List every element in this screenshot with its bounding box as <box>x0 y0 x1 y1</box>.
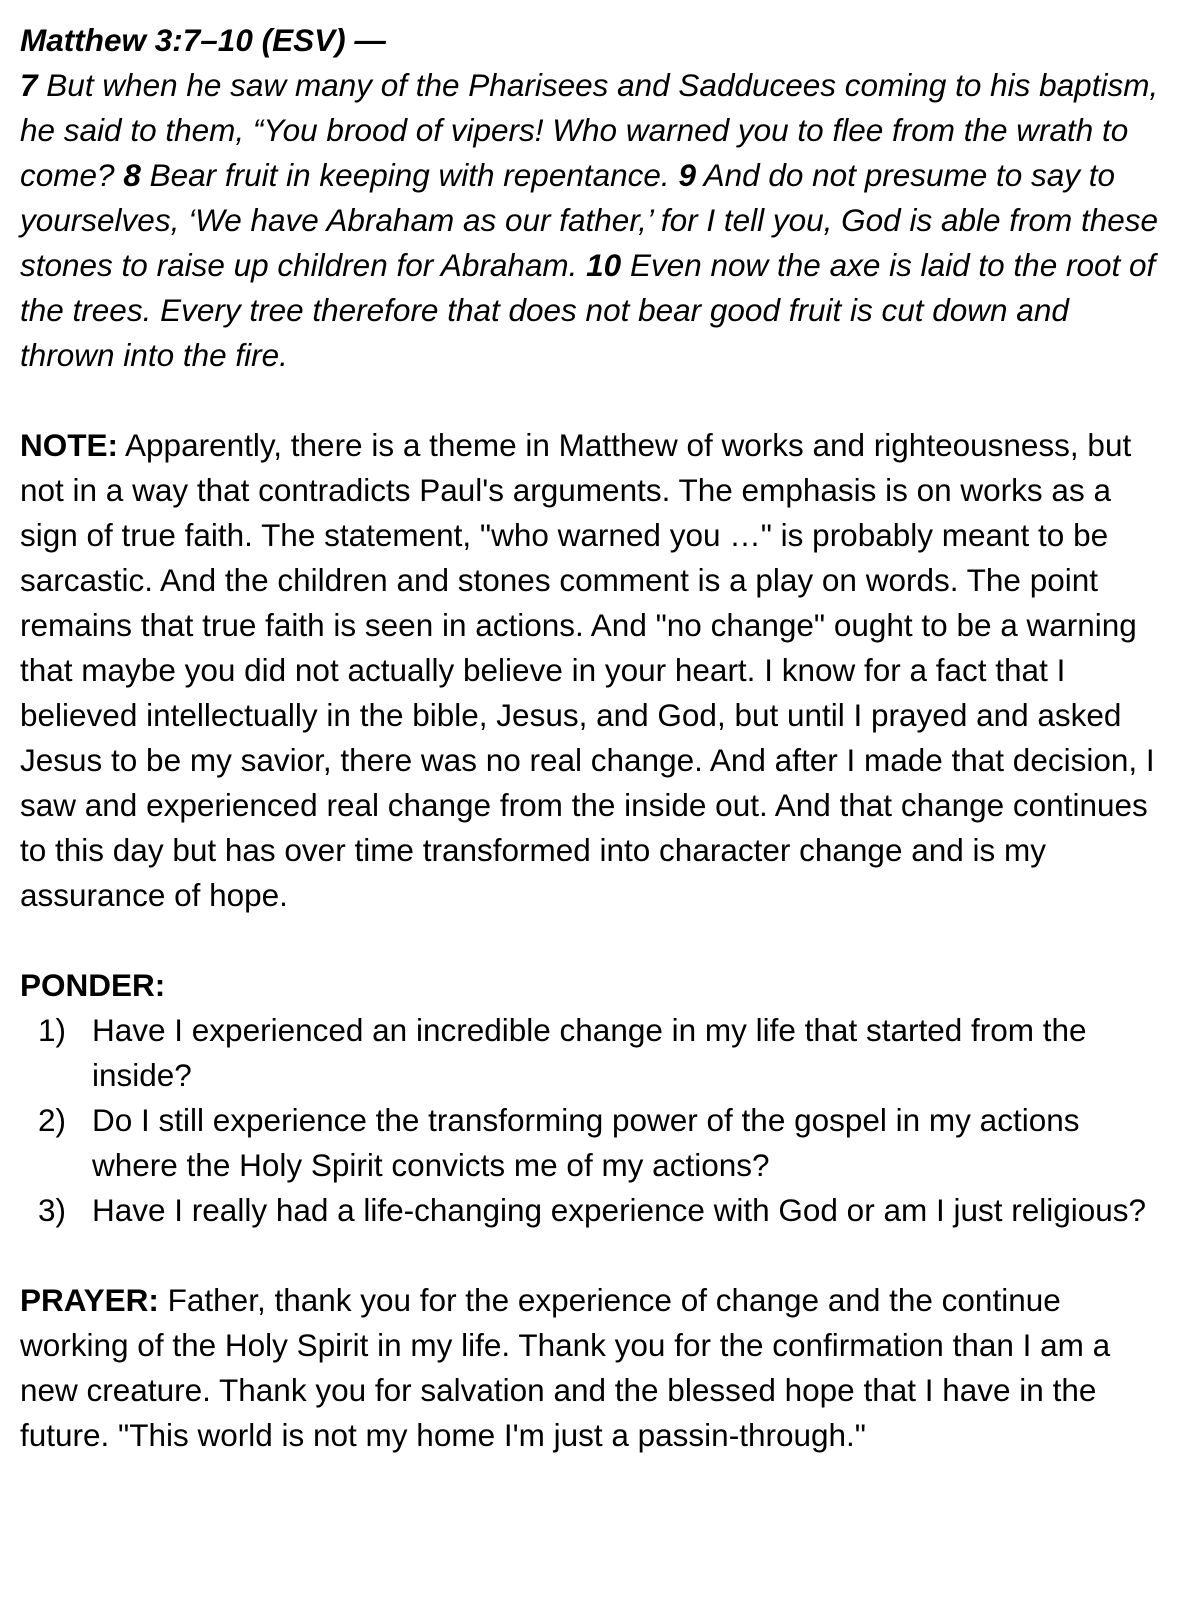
verse-text: Bear fruit in keeping with repentance. <box>149 157 670 193</box>
list-item <box>20 1098 1170 1188</box>
question-number: 3) <box>38 1192 67 1228</box>
question-number: 1) <box>38 1012 67 1048</box>
list-item <box>20 1188 1170 1233</box>
note-label: NOTE: <box>20 427 118 463</box>
scripture-text <box>20 63 1170 378</box>
verse-number: 10 <box>586 247 622 283</box>
prayer-text: Father, thank you for the experience of change and the continue working of the Holy Spirit in my life. Thank you for the confirmation than I am a new creature. Thank you for salvation and the blessed hope that I have in the future. "This world is not my home I'm just a passin-through." <box>20 1282 1111 1453</box>
scripture-reference: Matthew 3:7–10 (ESV) — <box>20 22 386 58</box>
verse-number: 9 <box>678 157 696 193</box>
verse-number: 8 <box>123 157 141 193</box>
prayer-label: PRAYER: <box>20 1282 159 1318</box>
verse-text: And do not presume to say to yourselves, ‘We have Abraham as our father,’ for I tell you, God is able from these stones to raise up children for Abraham. <box>20 157 1159 283</box>
verse-text: Even now the axe is laid to the root of the trees. Every tree therefore that does not bear good fruit is cut down and thrown into the fire. <box>20 247 1156 373</box>
ponder-label: PONDER: <box>20 967 166 1003</box>
question-text: Have I experienced an incredible change in my life that started from the inside? <box>92 1012 1087 1093</box>
document-page <box>20 18 1170 1458</box>
verse-text: But when he saw many of the Pharisees and Sadducees coming to his baptism, he said to them, “You brood of vipers! Who warned you to flee from the wrath to come? <box>20 67 1159 193</box>
verse-number: 7 <box>20 67 38 103</box>
ponder-section <box>20 963 1170 1233</box>
scripture-passage <box>20 18 1170 378</box>
list-item <box>20 1008 1170 1098</box>
note-text: Apparently, there is a theme in Matthew of works and righteousness, but not in a way that contradicts Paul's arguments. The emphasis is on works as a sign of true faith. The statement, "who warned you …" is probably meant to be sarcastic. And the children and stones comment is a play on words. The point remains that true faith is seen in actions. And "no change" ought to be a warning that maybe you did not actually believe in your heart. I know for a fact that I believed intellectually in the bible, Jesus, and God, but until I prayed and asked Jesus to be my savior, there was no real change. And after I made that decision, I saw and experienced real change from the inside out. And that change continues to this day but has over time transformed into character change and is my assurance of hope. <box>20 427 1155 913</box>
ponder-questions <box>20 1008 1170 1233</box>
note-section <box>20 423 1170 918</box>
question-text: Have I really had a life-changing experience with God or am I just religious? <box>92 1192 1147 1228</box>
question-number: 2) <box>38 1102 67 1138</box>
question-text: Do I still experience the transforming power of the gospel in my actions where the Holy Spirit convicts me of my actions? <box>92 1102 1080 1183</box>
prayer-section <box>20 1278 1170 1458</box>
